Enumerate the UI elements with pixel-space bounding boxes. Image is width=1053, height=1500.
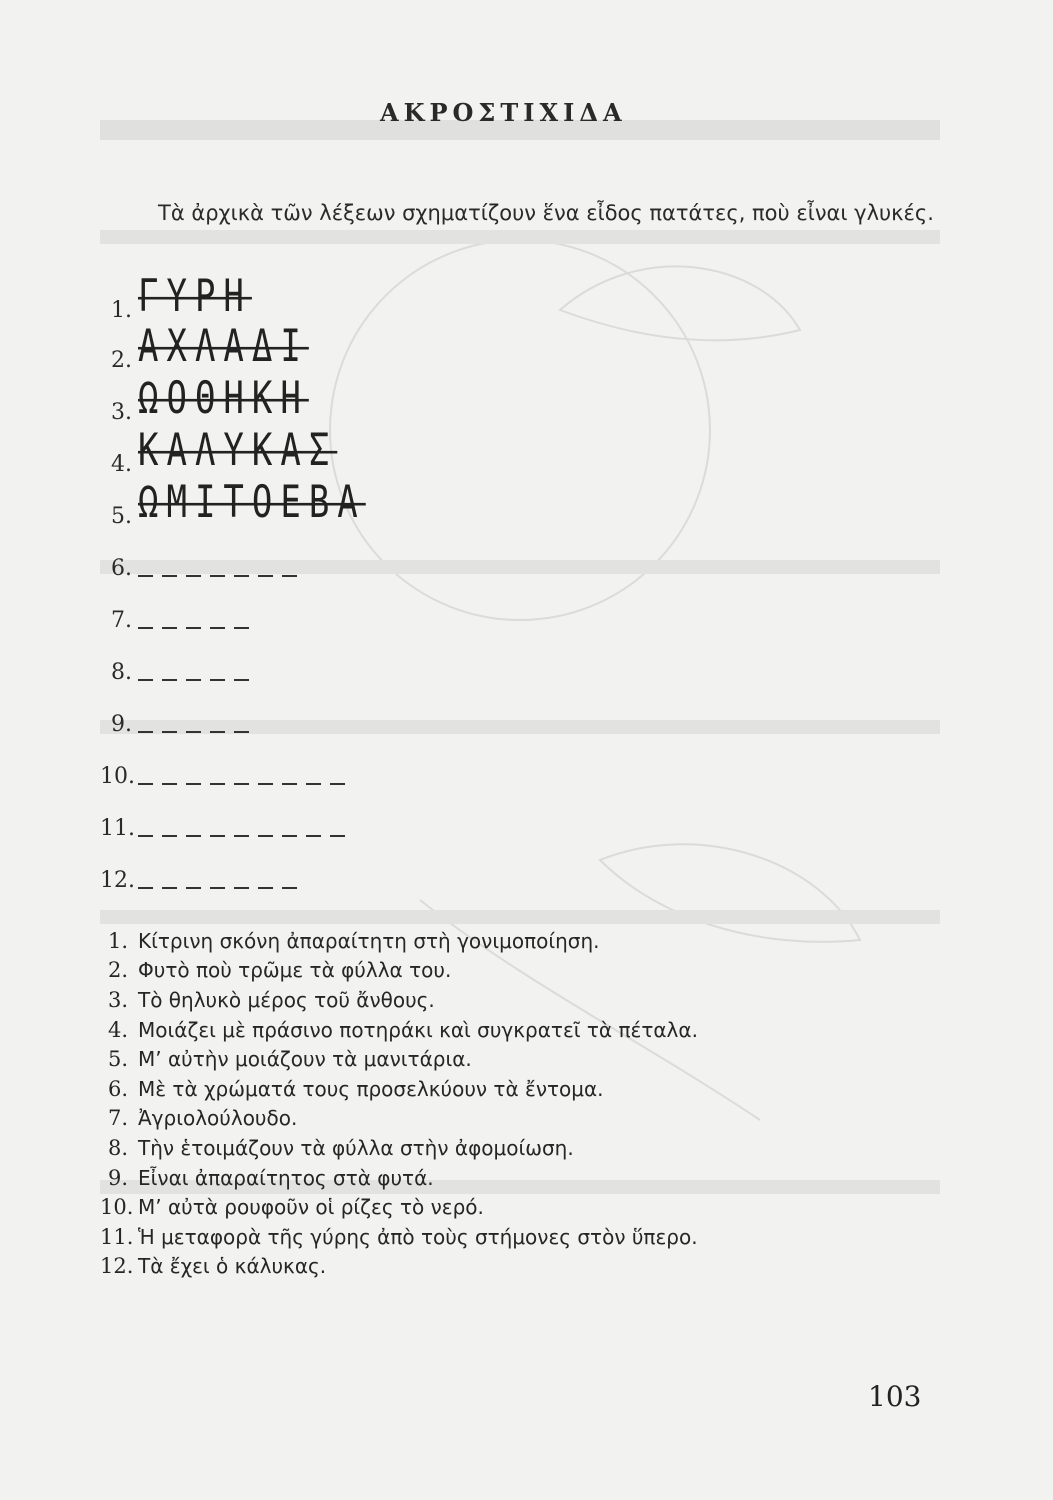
letter-blank[interactable] bbox=[186, 783, 201, 785]
letter-blank[interactable] bbox=[210, 575, 225, 577]
clue-number: 9. bbox=[107, 1165, 128, 1190]
letter-blank[interactable] bbox=[210, 627, 225, 629]
letter-blank[interactable] bbox=[162, 627, 177, 629]
letter-blank[interactable] bbox=[138, 835, 153, 837]
row-number: 5. bbox=[111, 504, 132, 529]
letter-blank[interactable] bbox=[234, 783, 249, 785]
letter-blank[interactable] bbox=[210, 783, 225, 785]
row-number: 8. bbox=[111, 660, 132, 685]
letter-blank[interactable] bbox=[282, 887, 297, 889]
clue-item bbox=[100, 1133, 698, 1163]
page-title: ΑΚΡΟΣΤΙΧΙΔΑ bbox=[380, 98, 627, 127]
clue-text: Ἀγριολούλουδο. bbox=[138, 1106, 298, 1131]
row-number: 6. bbox=[111, 556, 132, 581]
acrostic-row bbox=[100, 853, 297, 893]
handwritten-answer[interactable]: ΓΥΡΗ bbox=[138, 270, 252, 323]
letter-blank[interactable] bbox=[162, 575, 177, 577]
letter-blank[interactable] bbox=[330, 783, 345, 785]
acrostic-row bbox=[100, 372, 309, 425]
page-number: 103 bbox=[868, 1380, 922, 1413]
letter-blank[interactable] bbox=[186, 627, 201, 629]
letter-blank[interactable] bbox=[138, 679, 153, 681]
letter-blank[interactable] bbox=[306, 835, 321, 837]
answer-blanks[interactable] bbox=[138, 627, 249, 633]
clue-item bbox=[100, 1015, 698, 1045]
clue-text: Εἶναι ἀπαραίτητος στὰ φυτά. bbox=[138, 1165, 434, 1190]
clue-number: 10. bbox=[100, 1195, 134, 1220]
text-block-ghost bbox=[100, 910, 940, 924]
letter-blank[interactable] bbox=[330, 835, 345, 837]
answer-blanks[interactable] bbox=[138, 679, 249, 685]
acrostic-row bbox=[100, 697, 249, 737]
handwritten-answer[interactable]: ΩΜΙΤΟΕΒΑ bbox=[138, 476, 366, 529]
letter-blank[interactable] bbox=[234, 835, 249, 837]
row-number: 11. bbox=[100, 816, 135, 841]
acrostic-row bbox=[100, 801, 345, 841]
letter-blank[interactable] bbox=[234, 887, 249, 889]
leaf-outline bbox=[560, 266, 800, 340]
answer-blanks[interactable] bbox=[138, 835, 345, 841]
letter-blank[interactable] bbox=[282, 783, 297, 785]
clue-number: 1. bbox=[107, 928, 128, 953]
clue-text: Μ’ αὐτὰ ρουφοῦν οἱ ρίζες τὸ νερό. bbox=[138, 1195, 484, 1220]
row-number: 2. bbox=[111, 348, 132, 373]
clue-text: Μ’ αὐτὴν μοιάζουν τὰ μανιτάρια. bbox=[138, 1047, 472, 1072]
acrostic-row bbox=[100, 424, 338, 477]
letter-blank[interactable] bbox=[186, 835, 201, 837]
letter-blank[interactable] bbox=[234, 679, 249, 681]
letter-blank[interactable] bbox=[234, 627, 249, 629]
letter-blank[interactable] bbox=[162, 835, 177, 837]
clue-item bbox=[100, 1074, 698, 1104]
answer-blanks[interactable] bbox=[138, 887, 297, 893]
clue-number: 2. bbox=[107, 958, 128, 983]
clue-number: 7. bbox=[107, 1106, 128, 1131]
clue-item bbox=[100, 985, 698, 1015]
row-number: 1. bbox=[111, 298, 132, 323]
row-number: 4. bbox=[111, 452, 132, 477]
row-number: 9. bbox=[111, 712, 132, 737]
letter-blank[interactable] bbox=[210, 835, 225, 837]
clue-number: 4. bbox=[107, 1017, 128, 1042]
clue-item bbox=[100, 1163, 698, 1193]
instructions: Τὰ ἀρχικὰ τῶν λέξεων σχηματίζουν ἕνα εἶδος πατάτες, ποὺ εἶναι γλυκές. bbox=[158, 201, 934, 225]
letter-blank[interactable] bbox=[258, 887, 273, 889]
letter-blank[interactable] bbox=[162, 887, 177, 889]
clue-number: 12. bbox=[100, 1254, 134, 1279]
letter-blank[interactable] bbox=[162, 679, 177, 681]
letter-blank[interactable] bbox=[186, 575, 201, 577]
row-number: 12. bbox=[100, 868, 135, 893]
clue-text: Μὲ τὰ χρώματά τους προσελκύουν τὰ ἔντομα. bbox=[138, 1076, 604, 1101]
handwritten-answer[interactable]: ΑΧΛΑΔΙ bbox=[138, 320, 309, 373]
letter-blank[interactable] bbox=[162, 731, 177, 733]
clue-number: 8. bbox=[107, 1135, 128, 1160]
answer-blanks[interactable] bbox=[138, 783, 345, 789]
acrostic-row bbox=[100, 593, 249, 633]
letter-blank[interactable] bbox=[138, 731, 153, 733]
orange-outline bbox=[330, 240, 710, 620]
acrostic-row bbox=[100, 320, 309, 373]
acrostic-row bbox=[100, 270, 252, 323]
letter-blank[interactable] bbox=[138, 783, 153, 785]
clue-number: 11. bbox=[100, 1224, 134, 1249]
letter-blank[interactable] bbox=[282, 575, 297, 577]
acrostic-row bbox=[100, 749, 345, 789]
clue-item bbox=[100, 1222, 698, 1252]
letter-blank[interactable] bbox=[234, 731, 249, 733]
letter-blank[interactable] bbox=[258, 575, 273, 577]
clue-list bbox=[100, 926, 698, 1281]
clue-text: Τὴν ἑτοιμάζουν τὰ φύλλα στὴν ἀφομοίωση. bbox=[138, 1135, 574, 1160]
answer-blanks[interactable] bbox=[138, 575, 297, 581]
letter-blank[interactable] bbox=[186, 731, 201, 733]
clue-text: Ἡ μεταφορὰ τῆς γύρης ἀπὸ τοὺς στήμονες στὸν ὕπερο. bbox=[138, 1224, 698, 1249]
clue-number: 5. bbox=[107, 1047, 128, 1072]
letter-blank[interactable] bbox=[138, 887, 153, 889]
acrostic-row bbox=[100, 541, 297, 581]
clue-text: Τὰ ἔχει ὁ κάλυκας. bbox=[138, 1254, 327, 1279]
letter-blank[interactable] bbox=[282, 835, 297, 837]
letter-blank[interactable] bbox=[186, 887, 201, 889]
clue-number: 3. bbox=[107, 987, 128, 1012]
clue-item bbox=[100, 1044, 698, 1074]
clue-text: Μοιάζει μὲ πράσινο ποτηράκι καὶ συγκρατεῖ τὰ πέταλα. bbox=[138, 1017, 698, 1042]
letter-blank[interactable] bbox=[186, 679, 201, 681]
letter-blank[interactable] bbox=[306, 783, 321, 785]
row-number: 10. bbox=[100, 764, 135, 789]
clue-item bbox=[100, 1104, 698, 1134]
clue-text: Φυτὸ ποὺ τρῶμε τὰ φύλλα του. bbox=[138, 958, 452, 983]
answer-blanks[interactable] bbox=[138, 731, 249, 737]
letter-blank[interactable] bbox=[258, 783, 273, 785]
handwritten-answer[interactable]: ΚΑΛΥΚΑΣ bbox=[138, 424, 338, 477]
acrostic-row bbox=[100, 476, 366, 529]
clue-item bbox=[100, 956, 698, 986]
letter-blank[interactable] bbox=[210, 887, 225, 889]
clue-text: Τὸ θηλυκὸ μέρος τοῦ ἄνθους. bbox=[138, 987, 435, 1012]
clue-item bbox=[100, 1252, 698, 1282]
clue-text: Κίτρινη σκόνη ἀπαραίτητη στὴ γονιμοποίηση. bbox=[138, 928, 600, 953]
clue-item bbox=[100, 926, 698, 956]
acrostic-row bbox=[100, 645, 249, 685]
clue-item bbox=[100, 1192, 698, 1222]
clue-number: 6. bbox=[107, 1076, 128, 1101]
letter-blank[interactable] bbox=[258, 835, 273, 837]
letter-blank[interactable] bbox=[234, 575, 249, 577]
handwritten-answer[interactable]: ΩΟΘΗΚΗ bbox=[138, 372, 309, 425]
letter-blank[interactable] bbox=[138, 575, 153, 577]
letter-blank[interactable] bbox=[210, 731, 225, 733]
letter-blank[interactable] bbox=[210, 679, 225, 681]
row-number: 7. bbox=[111, 608, 132, 633]
letter-blank[interactable] bbox=[162, 783, 177, 785]
row-number: 3. bbox=[111, 400, 132, 425]
letter-blank[interactable] bbox=[138, 627, 153, 629]
